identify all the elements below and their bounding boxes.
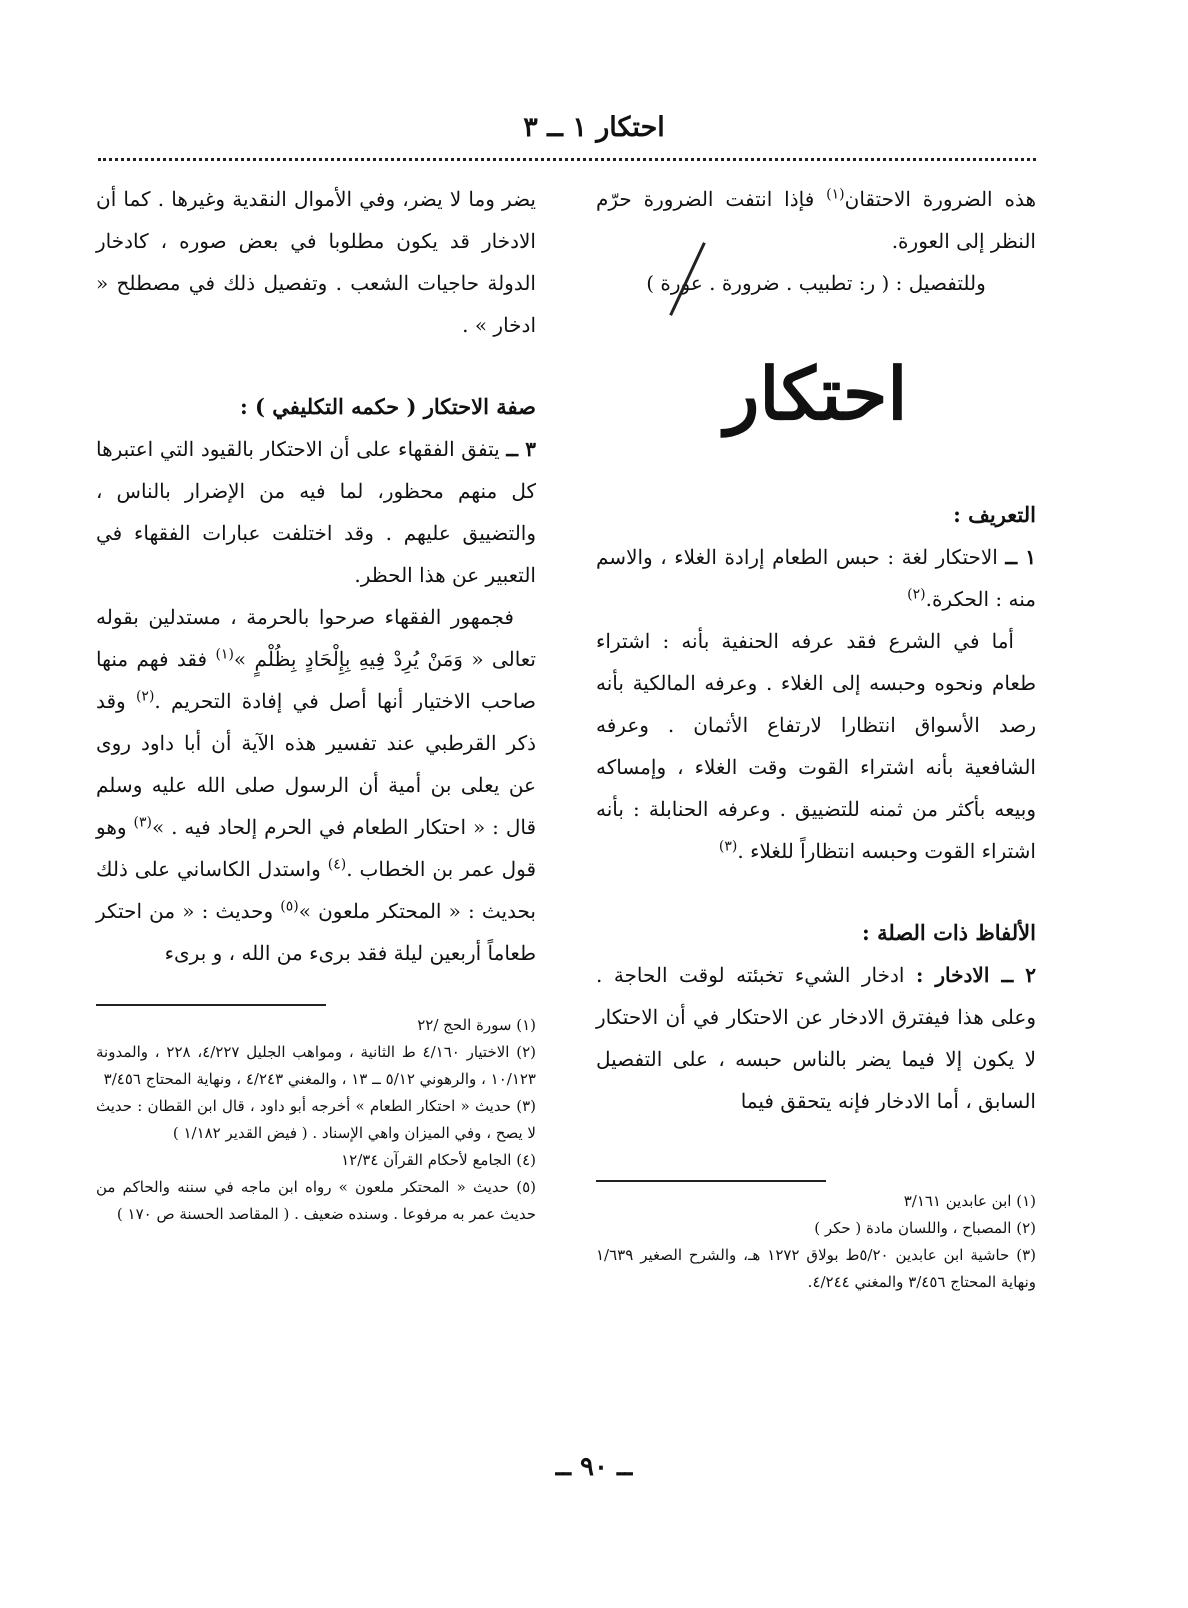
footnote: (٣) حاشية ابن عابدين ٥/٢٠ط بولاق ١٢٧٢ هـ، والشرح الصغير ١/٦٣٩ ونهاية المحتاج ٣/٤٥٦ والمغني ٤/٢٤٤.	[596, 1246, 1036, 1291]
continued-paragraph: يضر وما لا يضر، وفي الأموال النقدية وغيرها . كما أن الادخار قد يكون مطلوبا في بعض صوره ، كادخار الدولة حاجيات الشعب . وتفصيل ذلك في مصطلح « ادخار » .	[96, 187, 536, 337]
left-column	[96, 178, 536, 1228]
footnote-rule	[596, 1180, 826, 1182]
right-column	[596, 178, 1036, 1296]
running-header: احتكار ١ ــ ٣	[523, 112, 665, 143]
footnotes-right	[596, 1188, 1036, 1296]
footnote-ref[interactable]: (١)	[215, 646, 234, 663]
paragraph-evidence: فجمهور الفقهاء صرحوا بالحرمة ، مستدلين بقوله تعالى « وَمَنْ يُرِدْ فِيهِ بِإِلْحَادٍ بِظُلْمٍ »$^{(١)}$ فقد فهم منها صاحب الاختيار أنها أصل في إفادة التحريم .$^{(٢)}$ وقد ذكر القرطبي عند تفسير هذه الآية أن أبا داود روى عن يعلى بن أمية أن الرسول صلى الله عليه وسلم قال : « احتكار الطعام في الحرم إلحاد فيه . »$^{(٣)}$ وهو قول عمر بن الخطاب .$^{(٤)}$ واستدل الكاساني على ذلك بحديث : « المحتكر ملعون »$^{(٥)}$ وحديث : « من احتكر طعاماً أربعين ليلة فقد برىء من الله ، و برىء	[96, 605, 537, 965]
footnote-ref[interactable]: (٥)	[280, 898, 299, 915]
ruling-heading: صفة الاحتكار ( حكمه التكليفي ) :	[239, 394, 536, 419]
footnote: (٤) الجامع لأحكام القرآن ١٢/٣٤	[341, 1151, 536, 1169]
footnote: (٣) حديث « احتكار الطعام » أخرجه أبو داود ، قال ابن القطان : حديث لا يصح ، وفي الميزان واهي الإسناد . ( فيض القدير ١/١٨٢ )	[96, 1097, 536, 1142]
cross-reference: وللتفصيل : ( ر: تطبيب . ضرورة . عورة )	[646, 271, 986, 295]
footnote-ref[interactable]: (١)	[826, 186, 845, 203]
entry-title: احتكار	[596, 334, 1036, 454]
footnote: (٥) حديث « المحتكر ملعون » رواه ابن ماجه في سننه والحاكم من حديث عمر به مرفوعا . وسنده ضعيف . ( المقاصد الحسنة ص ١٧٠ )	[96, 1178, 536, 1223]
paragraph-2: أما في الشرع فقد عرفه الحنفية بأنه : اشتراء طعام ونحوه وحبسه إلى الغلاء . وعرفه المالكية بأنه رصد الأسواق انتظارا لارتفاع الأثمان . وعرفه الشافعية بأنه اشتراء القوت وقت الغلاء ، وإمساكه وبيعه بأكثر من ثمنه للتضييق . وعرفه الحنابلة : بأنه اشتراء القوت وحبسه انتظاراً للغلاء .$^{(٣)}$	[596, 629, 1036, 863]
definition-heading: التعريف :	[953, 502, 1036, 527]
footnotes-left	[96, 1012, 536, 1228]
footnote: (١) سورة الحج /٢٢	[417, 1016, 536, 1034]
intro-paragraph: هذه الضرورة الاحتقان$^{(١)}$ فإذا انتفت الضرورة حرّم النظر إلى العورة.	[596, 186, 1037, 253]
paragraph-ruling: ٣ ــ يتفق الفقهاء على أن الاحتكار بالقيود التي اعتبرها كل منهم محظور، لما فيه من الإضرار بالناس ، والتضييق عليهم . وقد اختلفت عبارات الفقهاء في التعبير عن هذا الحظر.	[96, 437, 537, 587]
header-rule	[98, 158, 1036, 161]
footnote-ref[interactable]: (٤)	[327, 856, 347, 873]
footnote-ref[interactable]: (٢)	[135, 688, 155, 705]
footnote-ref[interactable]: (٣)	[718, 838, 738, 855]
footnote-rule	[96, 1004, 326, 1006]
footnote: (١) ابن عابدين ٣/١٦١	[903, 1192, 1036, 1210]
paragraph-1: ١ ــ الاحتكار لغة : حبس الطعام إرادة الغلاء ، والاسم منه : الحكرة.$^{(٢)}$	[596, 545, 1037, 611]
page-number: ــ ٩٠ ــ	[555, 1452, 633, 1482]
footnote-ref[interactable]: (٢)	[907, 586, 926, 603]
footnote: (٢) الاختيار ٤/١٦٠ ط الثانية ، ومواهب الجليل ٤/٢٢٧، ٢٢٨ ، والمدونة ١٠/١٢٣ ، والرهوني ٥/١٢ ــ ١٣ ، والمغني ٤/٢٤٣ ، ونهاية المحتاج ٣/٤٥٦	[96, 1043, 537, 1088]
paragraph-3: ٢ ــ الادخار : ادخار الشيء تخبئته لوقت الحاجة . وعلى هذا فيفترق الادخار عن الاحتكار في أن الاحتكار لا يكون إلا فيما يضر بالناس حبسه ، على التفصيل السابق ، أما الادخار فإنه يتحقق فيما	[596, 963, 1036, 1113]
footnote-ref[interactable]: (٣)	[133, 814, 152, 831]
footnote: (٢) المصباح ، واللسان مادة ( حكر )	[814, 1219, 1036, 1237]
related-terms-heading: الألفاظ ذات الصلة :	[862, 920, 1036, 945]
